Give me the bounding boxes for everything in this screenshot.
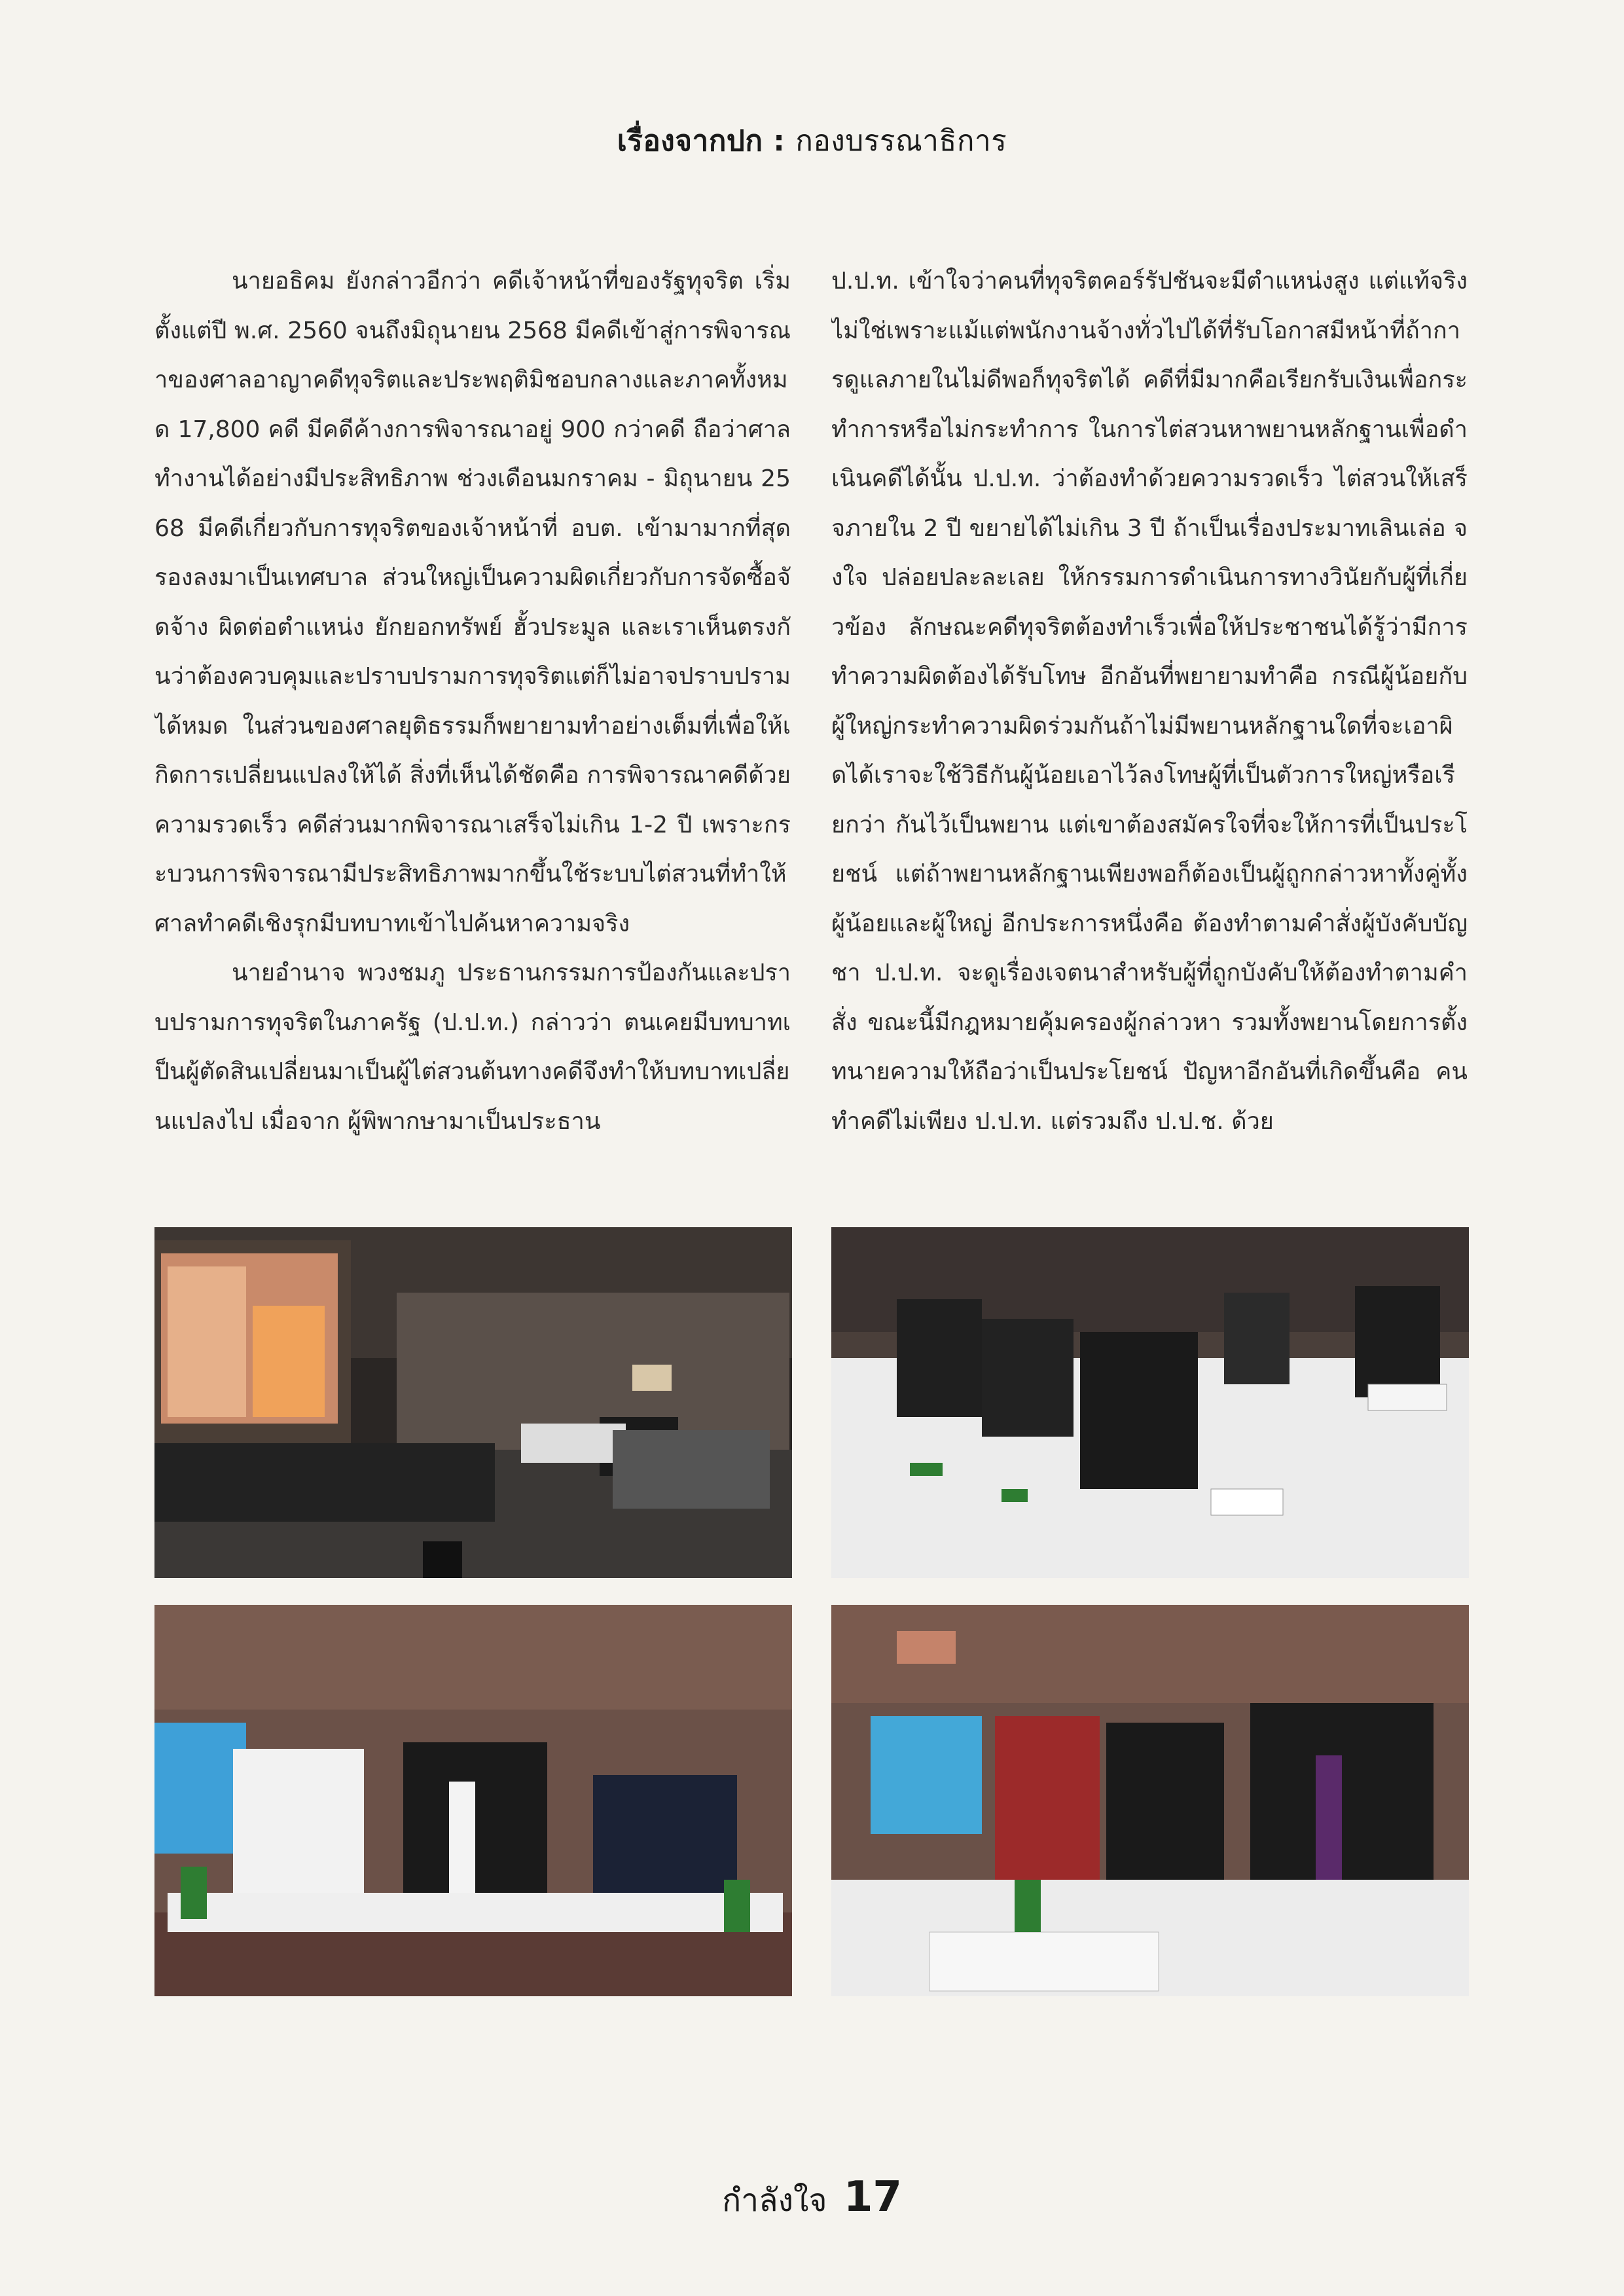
photo-front-row xyxy=(154,1605,792,1996)
page-footer xyxy=(0,2173,1624,2225)
section-label: เรื่องจากปก xyxy=(617,124,763,158)
photo-attendees-tentcards xyxy=(831,1605,1469,1996)
article-paragraph: ป.ป.ท. เข้าใจว่าคนที่ทุจริตคอร์รัปชันจะมีตำแหน่งสูง แต่แท้จริงไม่ใช่เพราะแม้แต่พนักงานจ้างทั่วไปได้ที่รับโอกาสมีหน้าที่ถ้าการดูแลภายในไม่ดีพอก็ทุจริตได้ คดีที่มีมากคือเรียกรับเงินเพื่อกระทำการหรือไม่กระทำการ ในการไต่สวนหาพยานหลักฐานเพื่อดำเนินคดีได้นั้น ป.ป.ท. ว่าต้องทำด้วยความรวดเร็ว ไต่สวนให้เสร็จภายใน 2 ปี ขยายได้ไม่เกิน 3 ปี ถ้าเป็นเรื่องประมาทเลินเล่อ จงใจ ปล่อยปละละเลย ให้กรรมการดำเนินการทางวินัยกับผู้ที่เกี่ยวข้อง ลักษณะคดีทุจริตต้องทำเร็วเพื่อให้ประชาชนได้รู้ว่ามีการทำความผิดต้องได้รับโทษ อีกอันที่พยายามทำคือ กรณีผู้น้อยกับผู้ใหญ่กระทำความผิดร่วมกันถ้าไม่มีพยานหลักฐานใดที่จะเอาผิดได้เราจะใช้วิธีกันผู้น้อยเอาไว้ลงโทษผู้ที่เป็นตัวการใหญ่หรือเรียกว่า กันไว้เป็นพยาน แต่เขาต้องสมัครใจที่จะให้การที่เป็นประโยชน์ แต่ถ้าพยานหลักฐานเพียงพอก็ต้องเป็นผู้ถูกกล่าวหาทั้งคู่ทั้งผู้น้อยและผู้ใหญ่ อีกประการหนึ่งคือ ต้องทำตามคำสั่งผู้บังคับบัญชา ป.ป.ท. จะดูเรื่องเจตนาสำหรับผู้ที่ถูกบังคับให้ต้องทำตามคำสั่ง ขณะนี้มีกฎหมายคุ้มครองผู้กล่าวหา รวมทั้งพยานโดยการตั้งทนายความให้ถือว่าเป็นประโยชน์ ปัญหาอีกอันที่เกิดขึ้นคือ คนทำคดีไม่เพียง ป.ป.ท. แต่รวมถึง ป.ป.ช. ด้วย xyxy=(831,268,1468,1135)
magazine-name: กำลังใจ xyxy=(722,2182,827,2219)
photo-conference-hall xyxy=(154,1227,792,1578)
article-paragraph: นายอำนาจ พวงชมภู ประธานกรรมการป้องกันและปราบปรามการทุจริตในภาครัฐ (ป.ป.ท.) กล่าวว่า ตนเคยมีบทบาทเป็นผู้ตัดสินเปลี่ยนมาเป็นผู้ไต่สวนต้นทางคดีจึงทำให้บทบาทเปลี่ยนแปลงไป เมื่อจาก ผู้พิพากษามาเป็นประธาน xyxy=(154,960,791,1135)
article-paragraph: นายอธิคม ยังกล่าวอีกว่า คดีเจ้าหน้าที่ของรัฐทุจริต เริ่มตั้งแต่ปี พ.ศ. 2560 จนถึงมิถุนายน 2568 มีคดีเข้าสู่การพิจารณาของศาลอาญาคดีทุจริตและประพฤติมิชอบกลางและภาคทั้งหมด 17,800 คดี มีคดีค้างการพิจารณาอยู่ 900 กว่าคดี ถือว่าศาลทำงานได้อย่างมีประสิทธิภาพ ช่วงเดือนมกราคม - มิถุนายน 2568 มีคดีเกี่ยวกับการทุจริตของเจ้าหน้าที่ อบต. เข้ามามากที่สุด รองลงมาเป็นเทศบาล ส่วนใหญ่เป็นความผิดเกี่ยวกับการจัดซื้อจัดจ้าง ผิดต่อตำแหน่ง ยักยอกทรัพย์ ฮั้วประมูล และเราเห็นตรงกันว่าต้องควบคุมและปราบปรามการทุจริตแต่ก็ไม่อาจปราบปรามได้หมด ในส่วนของศาลยุติธรรมก็พยายามทำอย่างเต็มที่เพื่อให้เกิดการเปลี่ยนแปลงให้ได้ สิ่งที่เห็นได้ชัดคือ การพิจารณาคดีด้วยความรวดเร็ว คดีส่วนมากพิจารณาเสร็จไม่เกิน 1-2 ปี เพราะกระบวนการพิจารณามีประสิทธิภาพมากขึ้นใช้ระบบไต่สวนที่ทำให้ศาลทำคดีเชิงรุกมีบทบาทเข้าไปค้นหาความจริง xyxy=(154,268,791,937)
photo-audience-seated xyxy=(831,1227,1469,1578)
article-column-left xyxy=(154,257,791,1199)
article-column-right xyxy=(831,257,1468,1199)
department-name: กองบรรณาธิการ xyxy=(795,124,1007,158)
section-header xyxy=(0,118,1624,164)
page-number: 17 xyxy=(843,2173,902,2221)
header-separator: : xyxy=(763,124,796,158)
